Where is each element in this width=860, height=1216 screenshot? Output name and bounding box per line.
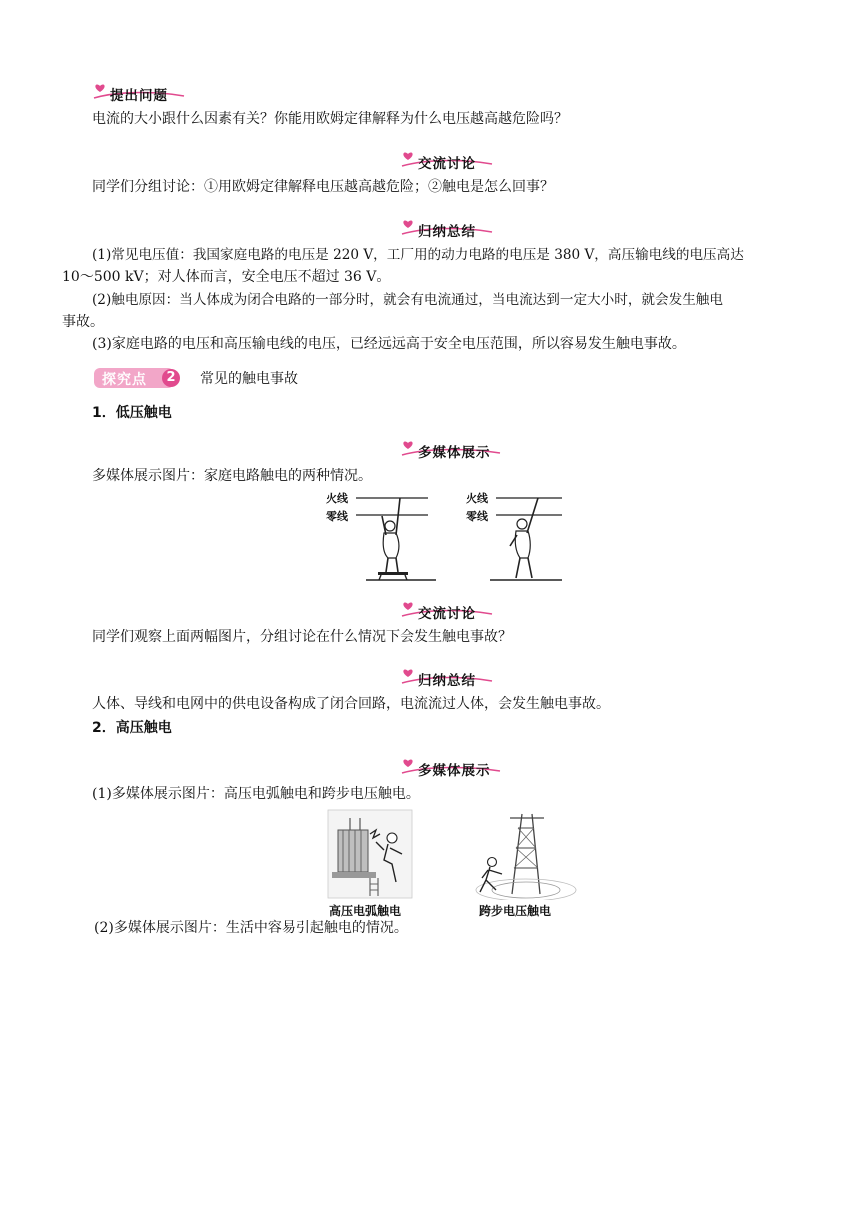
heading-label: 多媒体展示 bbox=[418, 445, 491, 461]
heading-label: 多媒体展示 bbox=[418, 763, 491, 779]
question-text: 电流的大小跟什么因素有关？你能用欧姆定律解释为什么电压越高越危险吗？ bbox=[92, 111, 568, 127]
summary-p1-line2: 10～500 kV；对人体而言，安全电压不超过 36 V。 bbox=[62, 269, 391, 285]
badge-number: 2 bbox=[162, 369, 180, 387]
summary-p2-line1: (2)触电原因：当人体成为闭合电路的一部分时，就会有电流通过，当电流达到一定大小时，就会发生触电 bbox=[92, 292, 723, 308]
heading-label: 归纳总结 bbox=[418, 224, 476, 240]
high-voltage-media-text-1: (1)多媒体展示图片：高压电弧触电和跨步电压触电。 bbox=[92, 786, 420, 802]
heading-label: 交流讨论 bbox=[418, 156, 476, 172]
high-voltage-media-text-2: (2)多媒体展示图片：生活中容易引起触电的情况。 bbox=[94, 920, 408, 936]
low-voltage-discussion-text: 同学们观察上面两幅图片，分组讨论在什么情况下会发生触电事故？ bbox=[92, 629, 512, 645]
section-heading-discussion bbox=[400, 148, 510, 172]
low-voltage-media-text: 多媒体展示图片：家庭电路触电的两种情况。 bbox=[92, 468, 372, 484]
section-heading-summary-2 bbox=[400, 665, 510, 689]
summary-p2-line2: 事故。 bbox=[62, 314, 104, 330]
low-voltage-figure bbox=[326, 488, 566, 584]
section-heading-media-2 bbox=[400, 755, 520, 779]
neutral-wire-label-right: 零线 bbox=[466, 510, 488, 523]
section-heading-discussion-2 bbox=[400, 598, 510, 622]
fire-wire-label-right: 火线 bbox=[466, 492, 488, 505]
badge-text: 探究点 bbox=[102, 372, 147, 388]
section-heading-raise-question bbox=[92, 80, 202, 104]
explore-point-badge bbox=[94, 368, 186, 388]
explore-point-title: 常见的触电事故 bbox=[200, 371, 298, 387]
high-voltage-title: 2．高压触电 bbox=[92, 720, 172, 736]
neutral-wire-label-left: 零线 bbox=[326, 510, 348, 523]
low-voltage-summary-text: 人体、导线和电网中的供电设备构成了闭合回路，电流流过人体，会发生触电事故。 bbox=[92, 696, 610, 712]
summary-p3: (3)家庭电路的电压和高压输电线的电压，已经远远高于安全电压范围，所以容易发生触电事故。 bbox=[92, 336, 686, 352]
section-heading-summary bbox=[400, 216, 510, 240]
caption-step: 跨步电压触电 bbox=[479, 904, 552, 918]
caption-arc: 高压电弧触电 bbox=[329, 904, 402, 918]
heading-label: 提出问题 bbox=[110, 88, 168, 104]
high-voltage-illustration bbox=[326, 808, 596, 900]
fire-wire-label-left: 火线 bbox=[326, 492, 348, 505]
heading-label: 交流讨论 bbox=[418, 606, 476, 622]
summary-p1-line1: (1)常见电压值：我国家庭电路的电压是 220 V，工厂用的动力电路的电压是 380 V，高压输电线的电压高达 bbox=[92, 247, 744, 263]
high-voltage-figure bbox=[326, 808, 596, 920]
section-heading-media bbox=[400, 437, 520, 461]
low-voltage-title: 1．低压触电 bbox=[92, 405, 172, 421]
electrocution-illustration bbox=[326, 488, 566, 584]
discussion-text: 同学们分组讨论：①用欧姆定律解释电压越高越危险；②触电是怎么回事？ bbox=[92, 179, 554, 195]
heading-label: 归纳总结 bbox=[418, 673, 476, 689]
